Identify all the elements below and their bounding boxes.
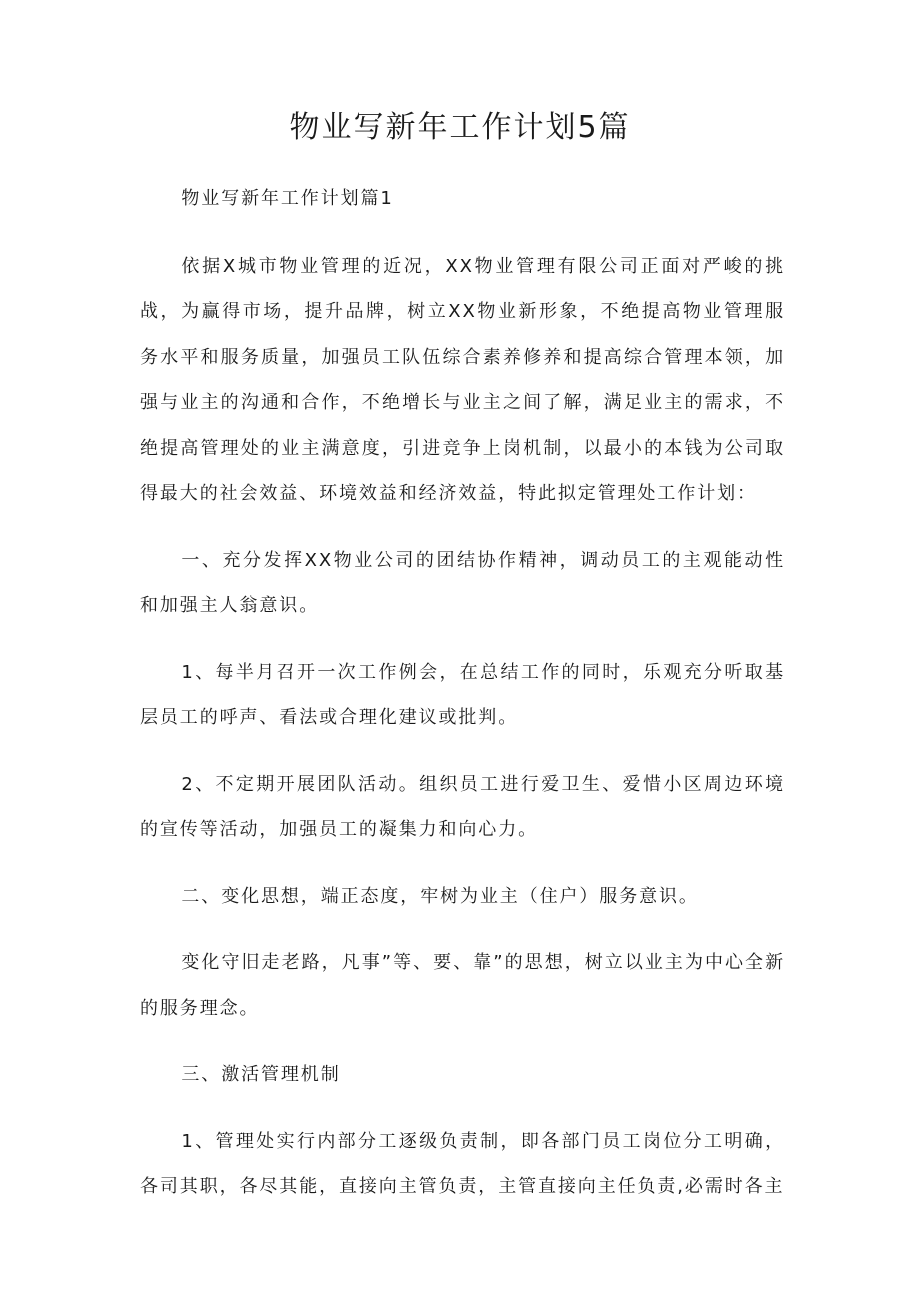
document-title: 物业写新年工作计划5篇: [289, 110, 631, 145]
paragraph-point-1-2: 2、不定期开展团队活动。组织员工进行爱卫生、爱惜小区周边环境的宣传等活动，加强员工的凝集力和向心力。: [140, 773, 785, 840]
paragraph-point-1-1: 1、每半月召开一次工作例会，在总结工作的同时，乐观充分听取基层员工的呼声、看法或合理化建议或批判。: [140, 661, 785, 728]
paragraph-point-2-detail: 变化守旧走老路，凡事”等、要、靠”的思想，树立以业主为中心全新的服务理念。: [140, 952, 785, 1019]
paragraph-intro: 依据X城市物业管理的近况，XX物业管理有限公司正面对严峻的挑战，为赢得市场，提升品牌，树立XX物业新形象，不绝提高物业管理服务水平和服务质量，加强员工队伍综合素养修养和提高综合管理本领，加强与业主的沟通和合作，不绝增长与业主之间了解，满足业主的需求，不绝提高管理处的业主满意度，引进竞争上岗机制，以最小的本钱为公司取得最大的社会效益、环境效益和经济效益，特此拟定管理处工作计划：: [140, 255, 785, 504]
paragraph-point-2: 二、变化思想，端正态度，牢树为业主（住户）服务意识。: [181, 885, 699, 907]
paragraph-point-1: 一、充分发挥XX物业公司的团结协作精神，调动员工的主观能动性和加强主人翁意识。: [140, 549, 785, 616]
paragraph-point-3-1: 1、管理处实行内部分工逐级负责制，即各部门员工岗位分工明确，各司其职，各尽其能，直接向主管负责，主管直接向主任负责,必需时各主: [140, 1130, 785, 1197]
document-body: [140, 176, 785, 1231]
paragraph-point-3: 三、激活管理机制: [181, 1064, 341, 1085]
section-heading: 物业写新年工作计划篇1: [181, 188, 394, 209]
